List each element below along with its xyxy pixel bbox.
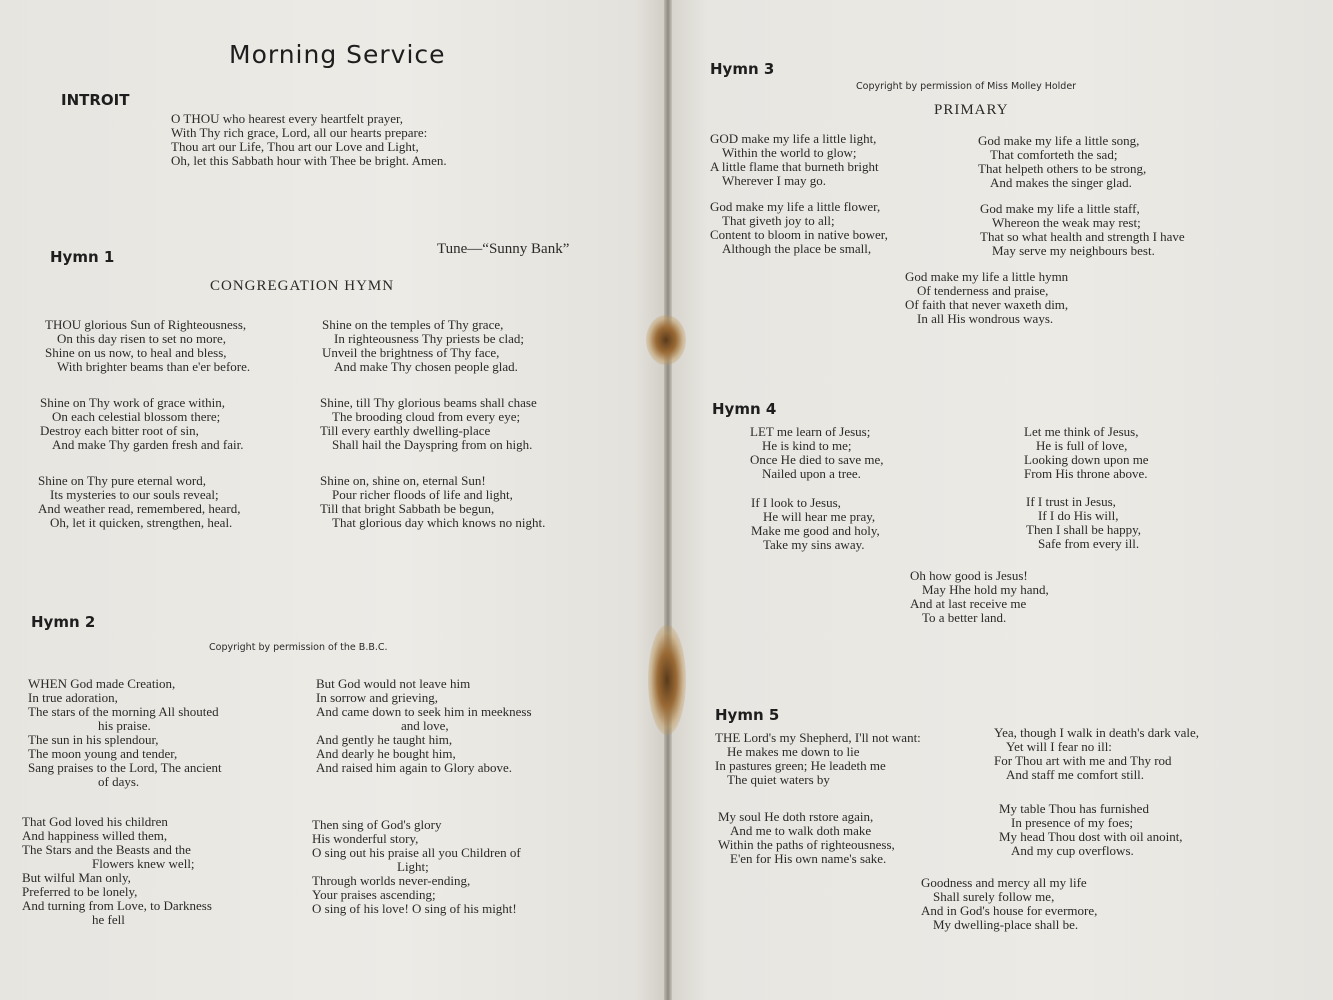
verse-line: In pastures green; He leadeth me <box>715 758 886 773</box>
hymn2-verse-3 <box>22 815 212 927</box>
verse-line: Goodness and mercy all my life <box>921 875 1087 890</box>
verse-line: The Stars and the Beasts and the <box>22 842 191 857</box>
verse-line: O THOU who hearest every heartfelt prayer, <box>171 111 404 126</box>
verse-line: My dwelling-place shall be. <box>933 917 1079 932</box>
hymn5-label: Hymn 5 <box>715 706 780 724</box>
verse-line: In righteousness Thy priests be clad; <box>334 331 525 346</box>
hymn3-verse-3 <box>710 200 888 256</box>
verse-line: Till every earthly dwelling-place <box>320 423 491 438</box>
verse-line: Thou art our Life, Thou art our Love and Light, <box>171 139 419 154</box>
verse-line: On this day risen to set no more, <box>57 331 226 346</box>
verse-line: Content to bloom in native bower, <box>710 227 888 242</box>
verse-line: My head Thou dost with oil anoint, <box>999 829 1183 844</box>
verse-line: The brooding cloud from every eye; <box>332 409 521 424</box>
verse-line: And make Thy garden fresh and fair. <box>52 437 244 452</box>
verse-line: Through worlds never-ending, <box>312 873 471 888</box>
verse-line: Within the world to glow; <box>722 145 857 160</box>
verse-line: And in God's house for evermore, <box>921 903 1098 918</box>
verse-line: Flowers knew well; <box>92 856 195 871</box>
hymn5-verse-3 <box>718 810 895 866</box>
hymn2-label: Hymn 2 <box>31 613 96 631</box>
verse-line: And dearly he bought him, <box>316 746 456 761</box>
verse-line: He makes me down to lie <box>727 744 860 759</box>
verse-line: Yet will I fear no ill: <box>1006 739 1112 754</box>
verse-line: GOD make my life a little light, <box>710 131 877 146</box>
verse-line: For Thou art with me and Thy rod <box>994 753 1172 768</box>
verse-line: To a better land. <box>922 610 1007 625</box>
verse-line: From His throne above. <box>1024 466 1148 481</box>
verse-line: Its mysteries to our souls reveal; <box>50 487 219 502</box>
verse-line: May serve my neighbours best. <box>992 243 1155 258</box>
verse-line: Sang praises to the Lord, The ancient <box>28 760 222 775</box>
hymn5-verse-5 <box>921 876 1097 932</box>
binding-stain-bottom <box>648 625 686 735</box>
verse-line: of days. <box>98 774 140 789</box>
hymn1-label: Hymn 1 <box>50 248 115 266</box>
hymn1-verse-6 <box>320 474 545 530</box>
verse-line: God make my life a little hymn <box>905 269 1069 284</box>
hymn5-verse-4 <box>999 802 1183 858</box>
verse-line: LET me learn of Jesus; <box>750 424 871 439</box>
verse-line: God make my life a little song, <box>978 133 1140 148</box>
introit-text <box>171 112 447 168</box>
verse-line: His wonderful story, <box>312 831 419 846</box>
verse-line: And gently he taught him, <box>316 732 453 747</box>
hymn5-verse-1 <box>715 731 921 787</box>
verse-line: Shine on, shine on, eternal Sun! <box>320 473 486 488</box>
verse-line: That comforteth the sad; <box>990 147 1118 162</box>
verse-line: And my cup overflows. <box>1011 843 1134 858</box>
verse-line: May Hhe hold my hand, <box>922 582 1049 597</box>
verse-line: That glorious day which knows no night. <box>332 515 546 530</box>
verse-line: He is full of love, <box>1036 438 1128 453</box>
hymn1-subtitle: CONGREGATION HYMN <box>210 278 395 294</box>
verse-line: God make my life a little flower, <box>710 199 881 214</box>
verse-line: Safe from every ill. <box>1038 536 1140 551</box>
hymn3-verse-2 <box>978 134 1146 190</box>
verse-line: And at last receive me <box>910 596 1027 611</box>
verse-line: And happiness willed them, <box>22 828 168 843</box>
verse-line: Then sing of God's glory <box>312 817 442 832</box>
introit-label: INTROIT <box>61 91 130 109</box>
right-page <box>668 0 1333 1000</box>
verse-line: In presence of my foes; <box>1011 815 1134 830</box>
verse-line: Shine, till Thy glorious beams shall chase <box>320 395 537 410</box>
verse-line: and love, <box>401 718 449 733</box>
verse-line: Light; <box>397 859 429 874</box>
verse-line: In sorrow and grieving, <box>316 690 439 705</box>
hymn3-verse-1 <box>710 132 879 188</box>
verse-line: E'en for His own name's sake. <box>730 851 887 866</box>
verse-line: In true adoration, <box>28 690 118 705</box>
hymn4-verse-2 <box>1024 425 1149 481</box>
verse-line: Whereon the weak may rest; <box>992 215 1141 230</box>
verse-line: That helpeth others to be strong, <box>978 161 1147 176</box>
hymn1-verse-3 <box>40 396 243 452</box>
verse-line: He is kind to me; <box>762 438 852 453</box>
hymn1-verse-4 <box>320 396 537 452</box>
verse-line: Shall hail the Dayspring from on high. <box>332 437 533 452</box>
verse-line: Then I shall be happy, <box>1026 522 1142 537</box>
verse-line: O sing out his praise all you Children of <box>312 845 521 860</box>
verse-line: Pour richer floods of life and light, <box>332 487 513 502</box>
verse-line: Shine on us now, to heal and bless, <box>45 345 227 360</box>
hymn3-verse-5 <box>905 270 1068 326</box>
verse-line: Although the place be small, <box>722 241 872 256</box>
hymn2-verse-2 <box>316 677 532 775</box>
hymn4-verse-5 <box>910 569 1049 625</box>
verse-line: God make my life a little staff, <box>980 201 1140 216</box>
binding-stain-top <box>646 315 686 365</box>
verse-line: That God loved his children <box>22 814 168 829</box>
verse-line: The quiet waters by <box>727 772 830 787</box>
verse-line: Till that bright Sabbath be begun, <box>320 501 495 516</box>
verse-line: In all His wondrous ways. <box>917 311 1054 326</box>
hymn3-copyright: Copyright by permission of Miss Molley Holder <box>856 81 1077 92</box>
verse-line: My soul He doth rstore again, <box>718 809 874 824</box>
verse-line: Your praises ascending; <box>312 887 436 902</box>
verse-line: Looking down upon me <box>1024 452 1149 467</box>
verse-line: Let me think of Jesus, <box>1024 424 1139 439</box>
verse-line: A little flame that burneth bright <box>710 159 879 174</box>
hymn1-verse-5 <box>38 474 240 530</box>
verse-line: Shine on Thy work of grace within, <box>40 395 225 410</box>
verse-line: Oh, let this Sabbath hour with Thee be bright. Amen. <box>171 153 447 168</box>
verse-line: Wherever I may go. <box>722 173 826 188</box>
verse-line: O sing of his love! O sing of his might! <box>312 901 517 916</box>
verse-line: WHEN God made Creation, <box>28 676 176 691</box>
verse-line: Oh, let it quicken, strengthen, heal. <box>50 515 233 530</box>
verse-line: If I trust in Jesus, <box>1026 494 1116 509</box>
verse-line: And makes the singer glad. <box>990 175 1132 190</box>
verse-line: Yea, though I walk in death's dark vale, <box>994 725 1200 740</box>
verse-line: If I do His will, <box>1038 508 1119 523</box>
verse-line: And weather read, remembered, heard, <box>38 501 241 516</box>
verse-line: Within the paths of righteousness, <box>718 837 895 852</box>
verse-line: Of faith that never waxeth dim, <box>905 297 1069 312</box>
verse-line: With brighter beams than e'er before. <box>57 359 251 374</box>
verse-line: Once He died to save me, <box>750 452 884 467</box>
hymn2-verse-1 <box>28 677 222 789</box>
hymn1-verse-1 <box>45 318 250 374</box>
verse-line: And came down to seek him in meekness <box>316 704 532 719</box>
verse-line: If I look to Jesus, <box>751 495 841 510</box>
hymn2-copyright: Copyright by permission of the B.B.C. <box>209 642 388 653</box>
hymn3-verse-4 <box>980 202 1185 258</box>
verse-line: Unveil the brightness of Thy face, <box>322 345 500 360</box>
verse-line: On each celestial blossom there; <box>52 409 221 424</box>
verse-line: THE Lord's my Shepherd, I'll not want: <box>715 730 921 745</box>
verse-line: Take my sins away. <box>763 537 865 552</box>
verse-line: Make me good and holy, <box>751 523 880 538</box>
verse-line: But God would not leave him <box>316 676 471 691</box>
hymn3-subtitle: PRIMARY <box>934 102 1009 118</box>
hymn4-verse-4 <box>1026 495 1141 551</box>
verse-line: Oh how good is Jesus! <box>910 568 1028 583</box>
hymn1-tune: Tune—“Sunny Bank” <box>437 241 570 257</box>
verse-line: Of tenderness and praise, <box>917 283 1049 298</box>
verse-line: He will hear me pray, <box>763 509 876 524</box>
verse-line: And raised him again to Glory above. <box>316 760 513 775</box>
page-fold <box>664 0 672 1000</box>
verse-line: Destroy each bitter root of sin, <box>40 423 199 438</box>
verse-line: he fell <box>92 912 125 927</box>
verse-line: And make Thy chosen people glad. <box>334 359 518 374</box>
verse-line: Nailed upon a tree. <box>762 466 861 481</box>
verse-line: And staff me comfort still. <box>1006 767 1145 782</box>
verse-line: That giveth joy to all; <box>722 213 835 228</box>
hymn4-label: Hymn 4 <box>712 400 777 418</box>
verse-line: The moon young and tender, <box>28 746 178 761</box>
verse-line: Preferred to be lonely, <box>22 884 138 899</box>
hymn3-label: Hymn 3 <box>710 60 775 78</box>
hymn4-verse-3 <box>751 496 880 552</box>
verse-line: With Thy rich grace, Lord, all our hearts prepare: <box>171 125 428 140</box>
verse-line: The stars of the morning All shouted <box>28 704 219 719</box>
hymn2-verse-4 <box>312 818 521 916</box>
verse-line: THOU glorious Sun of Righteousness, <box>45 317 247 332</box>
hymn1-verse-2 <box>322 318 524 374</box>
verse-line: But wilful Man only, <box>22 870 131 885</box>
verse-line: And me to walk doth make <box>730 823 872 838</box>
verse-line: his praise. <box>98 718 151 733</box>
verse-line: The sun in his splendour, <box>28 732 159 747</box>
verse-line: That so what health and strength I have <box>980 229 1185 244</box>
verse-line: Shine on Thy pure eternal word, <box>38 473 206 488</box>
verse-line: Shine on the temples of Thy grace, <box>322 317 504 332</box>
verse-line: And turning from Love, to Darkness <box>22 898 212 913</box>
verse-line: Shall surely follow me, <box>933 889 1055 904</box>
hymn4-verse-1 <box>750 425 884 481</box>
page-title: Morning Service <box>229 40 446 69</box>
verse-line: My table Thou has furnished <box>999 801 1149 816</box>
hymn5-verse-2 <box>994 726 1199 782</box>
